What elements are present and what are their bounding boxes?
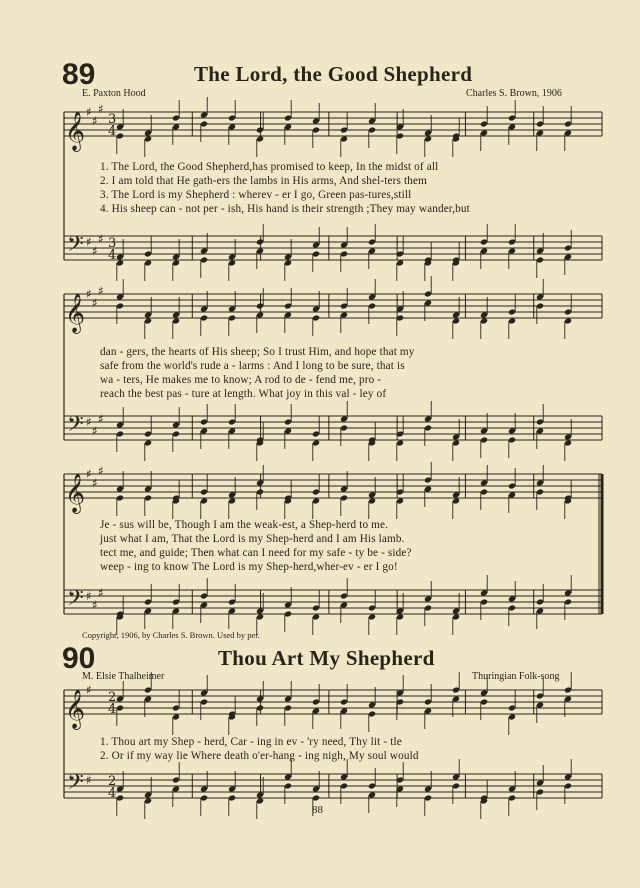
time-signature-denominator: 4 bbox=[108, 248, 117, 263]
sharp-icon: ♯ bbox=[92, 244, 98, 258]
sharp-icon: ♯ bbox=[86, 683, 92, 697]
sharp-icon: ♯ bbox=[92, 598, 98, 612]
sharp-icon: ♯ bbox=[86, 415, 92, 429]
sharp-icon: ♯ bbox=[92, 114, 98, 128]
time-signature-numerator: 3 bbox=[108, 112, 117, 127]
lyric-line: weep - ing to know The Lord is my Shep-herd,wher-ev - er I go! bbox=[100, 561, 398, 573]
treble-clef-icon: 𝄞 bbox=[65, 293, 86, 333]
sharp-icon: ♯ bbox=[98, 284, 104, 298]
lyric-line: 2. Or if my way lie Where death o'er-hang - ing nigh, My soul would bbox=[100, 750, 419, 762]
time-signature-numerator: 2 bbox=[108, 690, 117, 705]
sharp-icon: ♯ bbox=[86, 773, 92, 787]
treble-clef-icon: 𝄞 bbox=[65, 689, 86, 729]
hymn-title: Thou Art My Shepherd bbox=[218, 646, 435, 670]
lyric-line: 2. I am told that He gath-ers the lambs in His arms, And shel-ters them bbox=[100, 175, 427, 187]
hymn-title: The Lord, the Good Shepherd bbox=[194, 62, 473, 86]
lyric-line: 3. The Lord is my Shepherd : wherev - er I go, Green pas-tures,still bbox=[100, 189, 412, 201]
sharp-icon: ♯ bbox=[98, 102, 104, 116]
sharp-icon: ♯ bbox=[86, 287, 92, 301]
sharp-icon: ♯ bbox=[98, 586, 104, 600]
lyric-line: tect me, and guide; Then what can I need for my safe - ty be - side? bbox=[100, 547, 412, 559]
lyric-line: just what I am, That the Lord is my Shep-herd and I am His lamb. bbox=[100, 533, 405, 545]
bass-clef-icon: 𝄢 bbox=[67, 586, 84, 616]
lyric-line: dan - gers, the hearts of His sheep; So I trust Him, and hope that my bbox=[100, 346, 415, 358]
time-signature-denominator: 4 bbox=[108, 786, 117, 801]
time-signature-denominator: 4 bbox=[108, 702, 117, 717]
sharp-icon: ♯ bbox=[92, 476, 98, 490]
bass-clef-icon: 𝄢 bbox=[67, 232, 84, 262]
sharp-icon: ♯ bbox=[92, 296, 98, 310]
copyright-notice: Copyright, 1906, by Charles S. Brown. Used by per. bbox=[82, 630, 260, 640]
lyric-line: Je - sus will be, Though I am the weak-est, a Shep-herd to me. bbox=[100, 519, 389, 531]
sharp-icon: ♯ bbox=[86, 467, 92, 481]
hymn-author: E. Paxton Hood bbox=[82, 88, 146, 99]
time-signature-denominator: 4 bbox=[108, 124, 117, 139]
hymn-composer: Thuringian Folk-song bbox=[472, 671, 560, 682]
treble-clef-icon: 𝄞 bbox=[65, 473, 86, 513]
lyric-line: safe from the world's rude a - larms : And I long to be sure, that is bbox=[100, 360, 405, 372]
sharp-icon: ♯ bbox=[98, 232, 104, 246]
lyric-line: reach the best pas - ture at length. What joy in this val - ley of bbox=[100, 388, 387, 400]
hymn-number: 89 bbox=[62, 58, 96, 91]
sharp-icon: ♯ bbox=[86, 589, 92, 603]
time-signature-numerator: 3 bbox=[108, 236, 117, 251]
sharp-icon: ♯ bbox=[86, 235, 92, 249]
sharp-icon: ♯ bbox=[86, 105, 92, 119]
hymn-number: 90 bbox=[62, 642, 96, 675]
lyric-line: 4. His sheep can - not per - ish, His hand is their strength ;They may wander,but bbox=[100, 203, 470, 215]
hymn-composer: Charles S. Brown, 1906 bbox=[466, 88, 562, 99]
bass-clef-icon: 𝄢 bbox=[67, 770, 84, 800]
bass-clef-icon: 𝄢 bbox=[67, 412, 84, 442]
hymn-author: M. Elsie Thalheimer bbox=[82, 671, 165, 682]
sharp-icon: ♯ bbox=[92, 424, 98, 438]
lyric-line: wa - ters, He makes me to know; A rod to de - fend me, pro - bbox=[100, 374, 382, 386]
time-signature-numerator: 2 bbox=[108, 774, 117, 789]
lyric-line: 1. The Lord, the Good Shepherd,has promised to keep, In the midst of all bbox=[100, 161, 439, 173]
sharp-icon: ♯ bbox=[98, 464, 104, 478]
lyric-line: 1. Thou art my Shep - herd, Car - ing in ev - 'ry need, Thy lit - tle bbox=[100, 736, 402, 748]
page-number: 88 bbox=[312, 804, 323, 816]
sharp-icon: ♯ bbox=[98, 412, 104, 426]
treble-clef-icon: 𝄞 bbox=[65, 111, 86, 151]
